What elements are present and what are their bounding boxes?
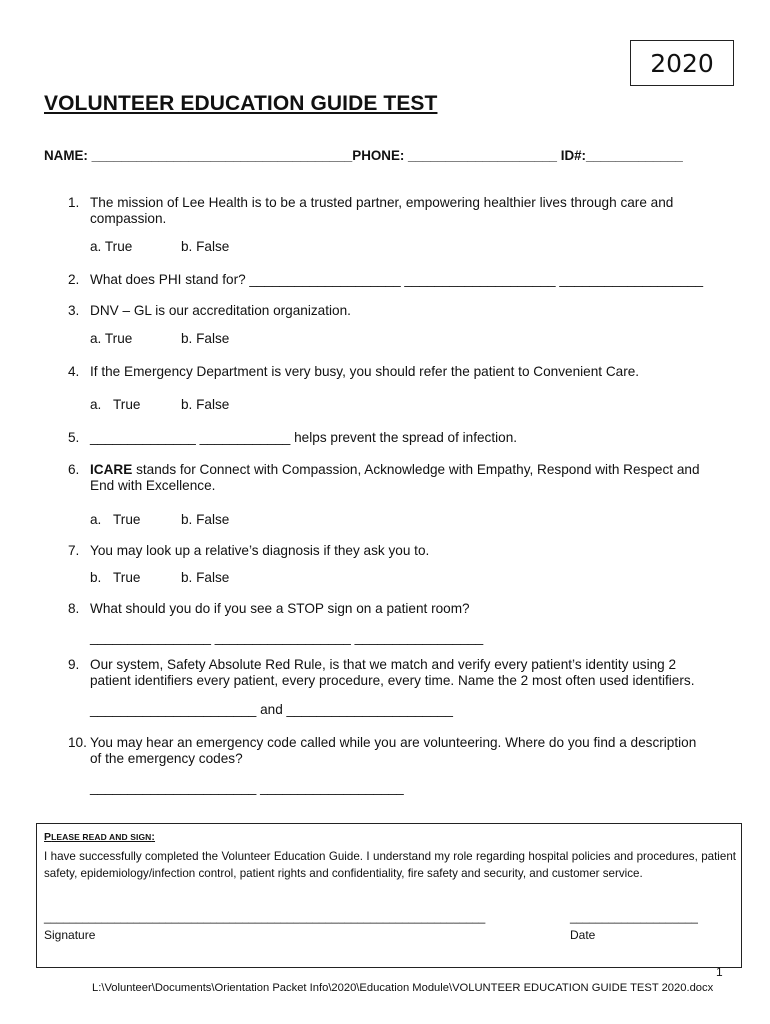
question-number: 8.	[68, 601, 80, 616]
question-text: You may look up a relative’s diagnosis if they ask you to.	[90, 543, 430, 558]
question-text-line: The mission of Lee Health is to be a trusted partner, empowering healthier lives through care and	[90, 195, 674, 210]
question-number: 2.	[68, 272, 80, 287]
question-number: 4.	[68, 364, 80, 379]
question-4	[68, 364, 639, 380]
answer-option-a: a. True	[90, 239, 133, 254]
question-6	[68, 462, 700, 494]
question-number: 5.	[68, 430, 80, 445]
answer-option-a-letter: a.	[90, 397, 102, 412]
question-text-line: Our system, Safety Absolute Red Rule, is that we match and verify every patient’s identity using 2	[90, 657, 677, 672]
question-text: DNV – GL is our accreditation organization.	[90, 303, 351, 318]
question-text-line: patient identifiers every patient, every procedure, every time. Name the 2 most often used identifiers.	[90, 673, 695, 688]
answer-option-b: b. False	[181, 239, 230, 254]
question-number: 6.	[68, 462, 80, 477]
question-text: What should you do if you see a STOP sign on a patient room?	[90, 601, 470, 616]
answer-blanks: ________________ __________________ _________________	[90, 630, 484, 645]
question-number: 1.	[68, 195, 80, 210]
question-number: 10.	[68, 735, 87, 750]
file-path-footer: L:\Volunteer\Documents\Orientation Packet Info\2020\Education Module\VOLUNTEER EDUCATION GUIDE TEST 2020.docx	[92, 982, 714, 994]
question-text-line: You may hear an emergency code called while you are volunteering. Where do you find a description	[90, 735, 697, 750]
answer-option-a-letter: b.	[90, 570, 102, 585]
question-3	[68, 303, 351, 319]
answer-option-b: b. False	[181, 512, 230, 527]
question-number: 3.	[68, 303, 80, 318]
acknowledgement-heading: PLEASE READ AND SIGN:	[44, 831, 156, 843]
answer-blanks: ______________________ ___________________	[90, 780, 404, 795]
page-number: 1	[716, 965, 723, 979]
answer-option-b: b. False	[181, 331, 230, 346]
answer-option-a-text: True	[113, 512, 141, 527]
answer-option-a: a. True	[90, 331, 133, 346]
signature-label: Signature	[44, 928, 96, 942]
page-title: VOLUNTEER EDUCATION GUIDE TEST	[44, 92, 438, 115]
question-number: 9.	[68, 657, 80, 672]
year-label: 2020	[650, 48, 714, 78]
question-1	[68, 195, 673, 227]
identity-fields-line: NAME: ___________________________________PHONE: ____________________ ID#:_____________	[44, 148, 683, 163]
question-text-line: stands for Connect with Compassion, Acknowledge with Empathy, Respond with Respect and	[132, 462, 700, 477]
answer-option-b: b. False	[181, 397, 230, 412]
answer-blanks: ______________________ and ______________________	[90, 702, 453, 717]
question-number: 7.	[68, 543, 80, 558]
answer-option-a-text: True	[113, 397, 141, 412]
answer-option-a-text: True	[113, 570, 141, 585]
answer-option-b: b. False	[181, 570, 230, 585]
answer-option-a-letter: a.	[90, 512, 102, 527]
question-text: If the Emergency Department is very busy, you should refer the patient to Convenient Care.	[90, 364, 640, 379]
question-text: What does PHI stand for? ____________________ ____________________ ___________________	[90, 272, 704, 287]
year-box	[630, 40, 734, 86]
date-label: Date	[570, 928, 596, 942]
signature-line[interactable]: _____________________________________________________________________	[44, 912, 486, 924]
question-9	[68, 657, 694, 689]
acknowledgement-statement: I have successfully completed the Volunteer Education Guide. I understand my role regarding hospital policies and procedures, patient safety, epidemiology/infection control, patient rights and confidentiality, fire safety and security, and customer service.	[44, 850, 736, 881]
question-text-line: compassion.	[90, 211, 167, 226]
question-5	[68, 430, 517, 446]
icare-term: ICARE	[90, 462, 133, 477]
question-2	[68, 272, 703, 288]
question-10	[68, 735, 696, 767]
question-text: ______________ ____________ helps prevent the spread of infection.	[90, 430, 518, 445]
acknowledgement-box	[36, 823, 742, 968]
question-7	[68, 543, 429, 559]
question-text-line: End with Excellence.	[90, 478, 216, 493]
question-text-line: of the emergency codes?	[90, 751, 243, 766]
question-8	[68, 601, 470, 617]
date-line[interactable]: ____________________	[570, 912, 698, 924]
